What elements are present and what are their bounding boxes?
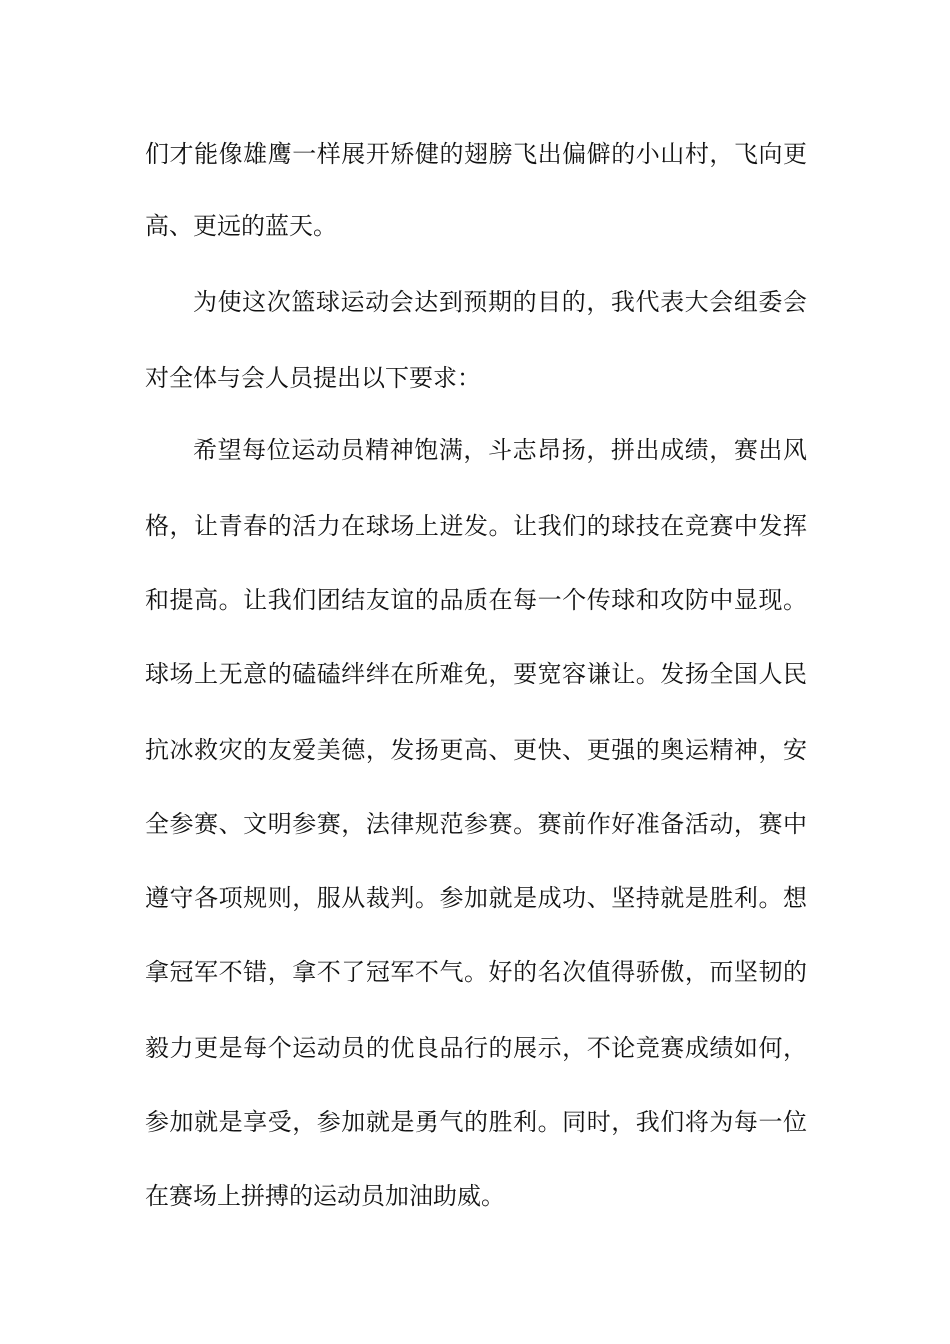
- text-line: 和提高。让我们团结友谊的品质在每一个传球和攻防中显现。: [145, 586, 807, 614]
- text-line: 高、更远的蓝天。: [145, 212, 337, 240]
- text-line: 对全体与会人员提出以下要求：: [145, 364, 481, 392]
- paragraph-first-line: 希望每位运动员精神饱满，斗志昂扬，拼出成绩，赛出风: [193, 436, 807, 464]
- text-line: 们才能像雄鹰一样展开矫健的翅膀飞出偏僻的小山村，飞向更: [145, 140, 807, 168]
- text-line: 全参赛、文明参赛，法律规范参赛。赛前作好准备活动，赛中: [145, 810, 807, 838]
- text-line: 毅力更是每个运动员的优良品行的展示，不论竞赛成绩如何，: [145, 1034, 807, 1062]
- text-line: 在赛场上拼搏的运动员加油助威。: [145, 1182, 505, 1210]
- text-line: 格，让青春的活力在球场上迸发。让我们的球技在竞赛中发挥: [145, 512, 807, 540]
- text-line: 遵守各项规则，服从裁判。参加就是成功、坚持就是胜利。想: [145, 884, 807, 912]
- text-line: 球场上无意的磕磕绊绊在所难免，要宽容谦让。发扬全国人民: [145, 660, 807, 688]
- text-line: 抗冰救灾的友爱美德，发扬更高、更快、更强的奥运精神，安: [145, 736, 807, 764]
- text-line: 参加就是享受，参加就是勇气的胜利。同时，我们将为每一位: [145, 1108, 807, 1136]
- text-line: 拿冠军不错，拿不了冠军不气。好的名次值得骄傲，而坚韧的: [145, 958, 807, 986]
- paragraph-first-line: 为使这次篮球运动会达到预期的目的，我代表大会组委会: [193, 288, 807, 316]
